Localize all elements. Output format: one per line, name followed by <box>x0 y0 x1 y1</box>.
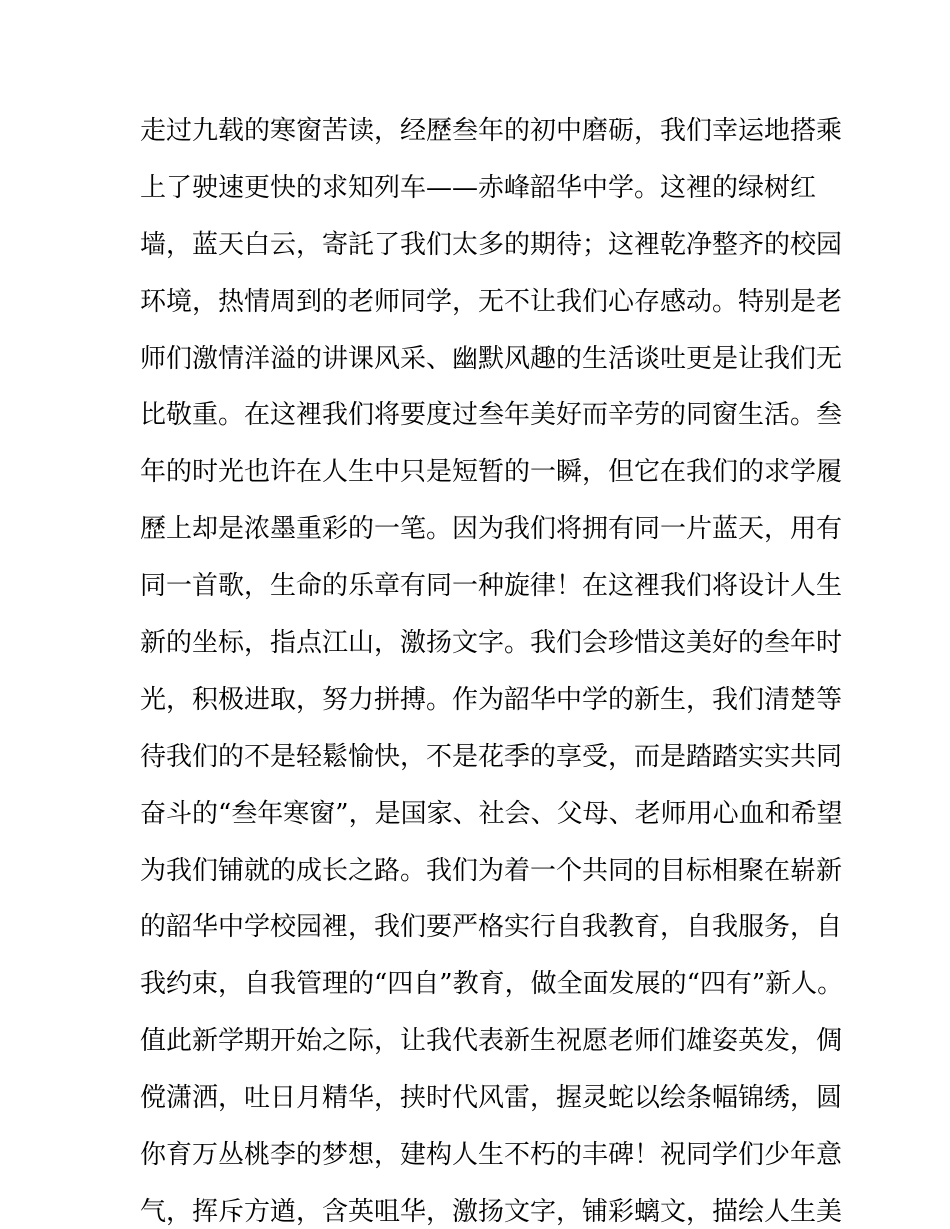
body-paragraph <box>140 103 844 1229</box>
text-line-18: 傥潇洒，吐日月精华，挟时代风雷，握灵蛇以绘条幅锦绣，圆 <box>140 1083 843 1114</box>
text-line-10: 新的坐标，指点江山，激扬文字。我们会珍惜这美好的叁年时 <box>140 628 843 659</box>
text-line-7: 年的时光也许在人生中只是短暂的一瞬，但它在我们的求学履 <box>140 457 843 488</box>
text-line-1: 走过九载的寒窗苦读，经歷叁年的初中磨砺，我们幸运地搭乘 <box>140 116 843 146</box>
text-line-4: 环境，热情周到的老师同学，无不让我们心存感动。特别是老 <box>140 286 843 317</box>
text-line-15: 的韶华中学校园裡，我们要严格实行自我教育，自我服务，自 <box>140 912 843 943</box>
text-line-3: 墙，蓝天白云，寄託了我们太多的期待；这裡乾净整齐的校园 <box>140 229 843 260</box>
text-line-14: 为我们铺就的成长之路。我们为着一个共同的目标相聚在崭新 <box>140 855 843 886</box>
text-line-8: 歷上却是浓墨重彩的一笔。因为我们将拥有同一片蓝天，用有 <box>140 514 843 545</box>
text-line-2: 上了驶速更快的求知列车——赤峰韶华中学。这裡的绿树红 <box>140 172 817 203</box>
text-line-17: 值此新学期开始之际，让我代表新生祝愿老师们雄姿英发，倜 <box>140 1026 843 1057</box>
text-line-5: 师们激情洋溢的讲课风采、幽默风趣的生活谈吐更是让我们无 <box>140 343 843 374</box>
text-line-19: 你育万丛桃李的梦想，建构人生不朽的丰碑！祝同学们少年意 <box>140 1140 843 1171</box>
text-line-11: 光，积极进取，努力拼搏。作为韶华中学的新生，我们清楚等 <box>140 684 843 715</box>
text-line-9: 同一首歌，生命的乐章有同一种旋律！在这裡我们将设计人生 <box>140 571 843 602</box>
text-line-13: 奋斗的“叁年寒窗”，是国家、社会、父母、老师用心血和希望 <box>140 798 843 829</box>
text-line-6: 比敬重。在这裡我们将要度过叁年美好而辛劳的同窗生活。叁 <box>140 400 843 431</box>
text-line-16: 我约束，自我管理的“四自”教育，做全面发展的“四有”新人。 <box>140 969 844 1000</box>
text-line-20: 气，挥斥方遒，含英咀华，激扬文字，铺彩螭文，描绘人生美 <box>140 1196 843 1227</box>
text-line-12: 待我们的不是轻鬆愉快，不是花季的享受，而是踏踏实实共同 <box>140 741 843 772</box>
